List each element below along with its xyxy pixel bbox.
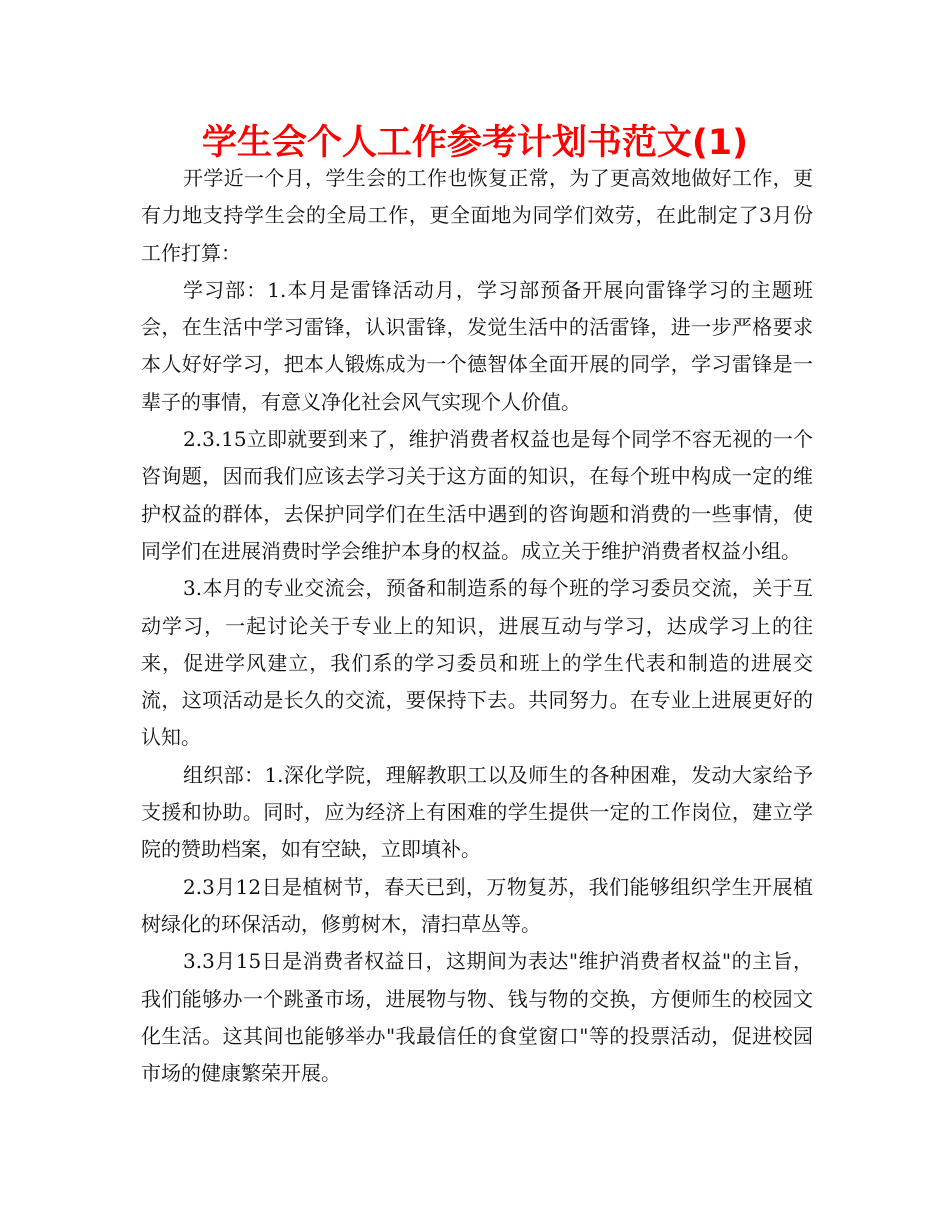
document-body [141,160,813,1092]
paragraph-study-1: 学习部：1.本月是雷锋活动月，学习部预备开展向雷锋学习的主题班会，在生活中学习雷锋，认识雷锋，发觉生活中的活雷锋，进一步严格要求本人好好学习，把本人锻炼成为一个德智体全面开展的同学，学习雷锋是一辈子的事情，有意义净化社会风气实现个人价值。 [141,277,813,414]
paragraph-organization-1: 组织部：1.深化学院，理解教职工以及师生的各种困难，发动大家给予支援和协助。同时，应为经济上有困难的学生提供一定的工作岗位，建立学院的赞助档案，如有空缺，立即填补。 [141,762,813,862]
paragraph-intro: 开学近一个月，学生会的工作也恢复正常，为了更高效地做好工作，更有力地支持学生会的全局工作，更全面地为同学们效劳，在此制定了3月份工作打算： [141,166,813,265]
paragraph-organization-3: 3.3月15日是消费者权益日，这期间为表达"维护消费者权益"的主旨，我们能够办一个跳蚤市场，进展物与物、钱与物的交换，方便师生的校园文化生活。这其间也能够举办"我最信任的食堂窗口"等的投票活动，促进校园市场的健康繁荣开展。 [141,949,813,1086]
document-title: 学生会个人工作参考计划书范文(1) [201,123,749,163]
paragraph-organization-2: 2.3月12日是植树节，春天已到，万物复苏，我们能够组织学生开展植树绿化的环保活动，修剪树木，清扫草丛等。 [141,874,813,936]
paragraph-study-2: 2.3.15立即就要到来了，维护消费者权益也是每个同学不容无视的一个咨询题，因而我们应该去学习关于这方面的知识，在每个班中构成一定的维护权益的群体，去保护同学们在生活中遇到的咨询题和消费的一些事情，使同学们在进展消费时学会维护本身的权益。成立关于维护消费者权益小组。 [141,427,813,563]
paragraph-study-3: 3.本月的专业交流会，预备和制造系的每个班的学习委员交流，关于互动学习，一起讨论关于专业上的知识，进展互动与学习，达成学习上的往来，促进学风建立，我们系的学习委员和班上的学生代表和制造的进展交流，这项活动是长久的交流，要保持下去。共同努力。在专业上进展更好的认知。 [141,576,813,750]
